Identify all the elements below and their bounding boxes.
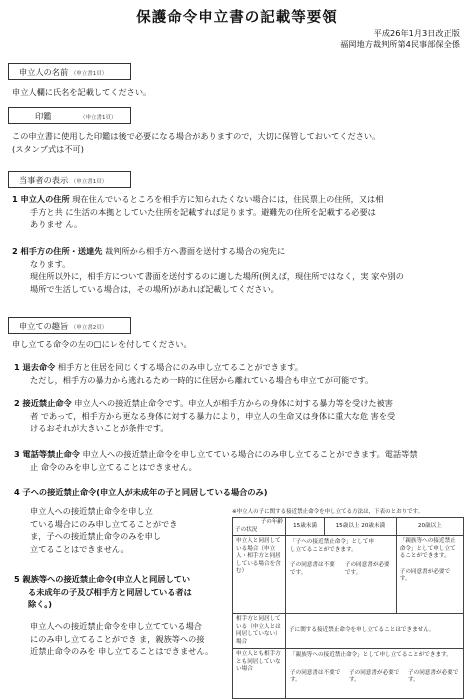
table-cell bbox=[396, 536, 463, 614]
section-page-note: （申立書1頁） bbox=[80, 115, 117, 121]
parties-item-applicant-address bbox=[12, 193, 466, 231]
purpose-item-relatives-heading bbox=[14, 573, 226, 611]
item-text: 申立人への接近禁止命令を申し立てている場合 bbox=[30, 621, 202, 631]
section-heading-label: 印鑑 bbox=[35, 111, 52, 121]
section-page-note: （申立書1頁） bbox=[70, 179, 108, 185]
purpose-item-phone-ban bbox=[14, 448, 466, 473]
cell-text: 「親族等への接近禁止命令」として申し立てることができます。 bbox=[290, 652, 452, 658]
cell-text: 子の同意書は不要です。 bbox=[290, 669, 341, 683]
table-cell: 子に関する接近禁止命令を申し立てることはできません。 bbox=[286, 614, 464, 649]
parties-item-respondent-address bbox=[12, 245, 466, 295]
item-lead: 2 相手方の住所・送達先 bbox=[12, 246, 103, 256]
cell-text: 子の同意書が必要です。 bbox=[344, 562, 390, 576]
item-lead: 3 電話等禁止命令 bbox=[14, 449, 80, 459]
purpose-item-child-heading: 4 子への接近禁止命令(申立人が未成年の子と同居している場合のみ) bbox=[14, 487, 268, 497]
cell-text: 子の同意書は不要です。 bbox=[290, 562, 335, 576]
item-text: ありませ ん。 bbox=[30, 219, 83, 229]
cell-text: 「親族等への接近禁止命令」として申し立てることができます。 bbox=[399, 538, 456, 559]
item-text: 現住所以外に，相手方について書面を送付するのに適した場所(例えば，現住所ではなく，実 家や別の bbox=[30, 271, 404, 281]
purpose-item-child-text bbox=[30, 505, 215, 555]
item-text: 止 命令のみを申し立てることはできません。 bbox=[30, 461, 197, 472]
section-heading-label: 申立ての趣旨 bbox=[19, 321, 69, 331]
column-header: 20歳以上 bbox=[396, 518, 463, 536]
row-header: 申立人と同居している場合（申立人・相手方と同居している場合を含む） bbox=[233, 536, 286, 614]
purpose-item-eviction bbox=[14, 361, 466, 386]
item-text: なります。 bbox=[30, 258, 71, 269]
item-lead: 1 退去命令 bbox=[14, 362, 56, 372]
item-text: 相手方と住居を同じくする場合にのみ申し立てることができます。 bbox=[57, 362, 303, 372]
item-lead: る未成年の子及び相手方と同居している者は bbox=[28, 586, 192, 597]
item-text: 裁判所から相手方へ書面を送付する場合の宛先に bbox=[105, 246, 286, 256]
row-header: 申立人とも相手方とも同居していない場合 bbox=[233, 649, 286, 699]
table-row bbox=[233, 649, 464, 699]
table-row bbox=[233, 614, 464, 649]
seal-instruction: この申立書に使用した印鑑は後で必要になる場合がありますので，大切に保管しておいてください。 bbox=[12, 131, 381, 141]
issuing-office: 福岡地方裁判所第4民事部保全係 bbox=[340, 39, 460, 49]
corner-label: 子の状況 bbox=[235, 526, 258, 533]
item-text: 場所で生活している場合は，その場所)があれば記載してください。 bbox=[30, 283, 279, 294]
section-heading-label: 申立人の名前 bbox=[19, 67, 69, 77]
item-lead: 2 接近禁止命令 bbox=[14, 398, 72, 408]
cell-text: 「子への接近禁止命令」として申し立てることができます。 bbox=[290, 539, 374, 553]
section-heading-seal bbox=[8, 107, 131, 124]
table-cell bbox=[286, 536, 397, 614]
section-heading-name bbox=[8, 63, 131, 80]
section-heading-label: 当事者の表示 bbox=[19, 175, 69, 185]
item-text: 近禁止命令のみを 申し立てることはできません。 bbox=[30, 646, 214, 656]
child-order-table bbox=[232, 517, 464, 699]
purpose-item-approach-ban bbox=[14, 397, 466, 435]
section-heading-purpose bbox=[8, 317, 131, 334]
purpose-item-relatives-text bbox=[30, 620, 230, 658]
item-text: けるおそれが大きいことが条件です。 bbox=[30, 423, 169, 433]
seal-stamp-note: (スタンプ式は不可) bbox=[12, 144, 84, 154]
item-lead: 除く。) bbox=[28, 599, 53, 609]
item-text: ただし，相手方の暴力から逃れるため一時的に住居から離れている場合も申立てが可能です。 bbox=[30, 374, 374, 385]
row-header: 相手方と同居している（申立人とは同居していない）場合 bbox=[233, 614, 286, 649]
section-page-note: （申立書1頁） bbox=[70, 71, 108, 77]
cell-text: 子の同意書が必要です。 bbox=[399, 568, 451, 582]
column-header: 15歳未満 bbox=[286, 518, 325, 536]
item-text: 立てることはできません。 bbox=[30, 543, 129, 554]
cell-text: 子の同意書が必要です。 bbox=[349, 669, 400, 683]
table-corner-cell bbox=[233, 518, 286, 536]
corner-label: 子の年齢 bbox=[260, 519, 283, 525]
item-text: 申立人への接近禁止命令です。申立人が相手方からの身体に対する暴力等を受けた被害 bbox=[74, 398, 393, 408]
item-text: ま，子への接近禁止命令のみを申し bbox=[30, 531, 162, 541]
item-text: 者 であって，相手方から更なる身体に対する暴力により，申立人の生命又は身体に重大な危 害を受 bbox=[30, 410, 396, 421]
item-lead: 1 申立人の住所 bbox=[12, 194, 70, 204]
item-text: 申立人への接近禁止命令を申し立てている場合にのみ申し立てることができます。電話等禁 bbox=[82, 449, 418, 459]
table-header-row bbox=[233, 518, 464, 536]
name-instruction: 申立人欄に氏名を記載してください。 bbox=[12, 87, 152, 97]
item-text: ている場合にのみ申し立てることができ bbox=[30, 518, 178, 529]
table-cell bbox=[286, 649, 464, 699]
item-text: にのみ申し立てることができ ま，親族等への接 bbox=[30, 633, 205, 644]
table-caption: ※申立人の子に関する接近禁止命令を申し立てる方法は，下表のとおりです。 bbox=[232, 509, 424, 515]
document-title: 保護命令申立書の記載等要領 bbox=[136, 10, 338, 26]
item-text: 手方と共 に生活の本拠としていた住所を記載すれば足ります。避難先の住所を記載する必要は bbox=[30, 206, 376, 217]
purpose-intro: 申し立てる命令の左の□にレを付してください。 bbox=[12, 339, 192, 349]
item-lead: 5 親族等への接近禁止命令(申立人と同居してい bbox=[14, 574, 191, 584]
table-row bbox=[233, 536, 464, 614]
item-text: 申立人への接近禁止命令を申し立 bbox=[30, 506, 153, 516]
cell-text: 子の同意書が必要です。 bbox=[408, 669, 459, 683]
section-heading-parties bbox=[8, 171, 131, 188]
revision-date: 平成26年1月3日改正版 bbox=[373, 28, 460, 38]
item-text: 現在住んでいるところを相手方に知られたくない場合には，住民票上の住所，又は相 bbox=[72, 194, 384, 204]
section-page-note: （申立書2頁） bbox=[70, 325, 108, 331]
column-header: 15歳以上 20歳未満 bbox=[325, 518, 397, 536]
